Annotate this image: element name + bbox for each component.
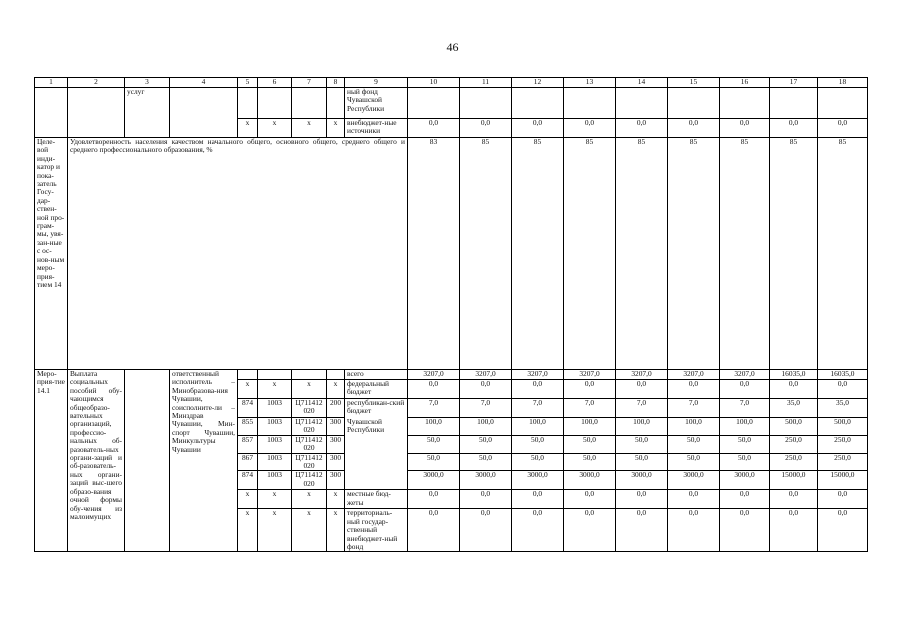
target-article-cell: х bbox=[292, 119, 327, 138]
value-cell: 15000,0 bbox=[818, 471, 868, 490]
value-cell: 250,0 bbox=[770, 453, 818, 471]
value-cell: 0,0 bbox=[512, 119, 564, 138]
value-cell: 50,0 bbox=[720, 435, 770, 453]
target-article-cell: Ц711412 020 bbox=[292, 453, 327, 471]
column-header: 14 bbox=[616, 78, 668, 88]
grbs-cell: х bbox=[238, 509, 258, 552]
value-cell: 0,0 bbox=[408, 380, 460, 399]
value-cell: 7,0 bbox=[616, 399, 668, 418]
value-cell: 0,0 bbox=[512, 380, 564, 399]
funding-source: внебюджет-ные источники bbox=[345, 119, 408, 138]
value-cell: 100,0 bbox=[460, 418, 512, 436]
value-cell: 0,0 bbox=[460, 380, 512, 399]
value-cell: 0,0 bbox=[564, 380, 616, 399]
value-cell: 50,0 bbox=[408, 435, 460, 453]
value-cell: 0,0 bbox=[616, 119, 668, 138]
value-cell: 16035,0 bbox=[770, 370, 818, 380]
column-header: 4 bbox=[170, 78, 238, 88]
column-header: 3 bbox=[125, 78, 170, 88]
value-cell: 0,0 bbox=[770, 509, 818, 552]
grbs-cell: 874 bbox=[238, 399, 258, 418]
funding-source: территориаль-ный государ-ственный внебюджет-ный фонд bbox=[345, 509, 408, 552]
value-cell: 500,0 bbox=[770, 418, 818, 436]
column-number-row bbox=[35, 78, 868, 88]
expense-type-cell: х bbox=[327, 509, 345, 552]
value-cell: 50,0 bbox=[512, 453, 564, 471]
value-cell: 7,0 bbox=[564, 399, 616, 418]
value-cell: 100,0 bbox=[564, 418, 616, 436]
value-cell: 0,0 bbox=[818, 380, 868, 399]
value-cell: 0,0 bbox=[512, 490, 564, 509]
section-cell: х bbox=[258, 509, 292, 552]
value-cell: 0,0 bbox=[720, 490, 770, 509]
responsible-executor: ответственный исполнитель – Минобразова-ния Чувашии, соисполните-ли – Минздрав Чувашии, Мин-спорт Чувашии, Минкультуры Чувашии bbox=[170, 370, 238, 552]
column-header: 8 bbox=[327, 78, 345, 88]
value-cell: 50,0 bbox=[460, 435, 512, 453]
value-cell: 85 bbox=[616, 138, 668, 370]
target-article-cell bbox=[292, 370, 327, 380]
service-cell: услуг bbox=[125, 88, 170, 138]
column-header: 18 bbox=[818, 78, 868, 88]
target-article-cell: х bbox=[292, 380, 327, 399]
measure-label: Меро-прия-тие 14.1 bbox=[35, 370, 68, 552]
column-header: 10 bbox=[408, 78, 460, 88]
value-cell: 7,0 bbox=[460, 399, 512, 418]
grbs-cell: 867 bbox=[238, 453, 258, 471]
value-cell: 0,0 bbox=[720, 380, 770, 399]
grbs-cell: 855 bbox=[238, 418, 258, 436]
value-cell: 0,0 bbox=[770, 380, 818, 399]
section-cell bbox=[258, 370, 292, 380]
grbs-cell: х bbox=[238, 380, 258, 399]
grbs-cell bbox=[238, 370, 258, 380]
target-article-cell: Ц711412 020 bbox=[292, 471, 327, 490]
column-header: 17 bbox=[770, 78, 818, 88]
value-cell: 50,0 bbox=[564, 453, 616, 471]
value-cell: 0,0 bbox=[564, 490, 616, 509]
value-cell: 0,0 bbox=[616, 509, 668, 552]
funding-source bbox=[345, 453, 408, 471]
expense-type-cell: 300 bbox=[327, 435, 345, 453]
value-cell: 0,0 bbox=[668, 490, 720, 509]
indicator-text: Удовлетворенность населения качеством начального общего, основного общего, среднего общего и среднего профессионального образования, % bbox=[68, 138, 408, 370]
section-cell: 1003 bbox=[258, 399, 292, 418]
value-cell: 0,0 bbox=[408, 490, 460, 509]
target-article-cell: Ц711412 020 bbox=[292, 435, 327, 453]
value-cell: 0,0 bbox=[564, 119, 616, 138]
expense-type-cell: 300 bbox=[327, 471, 345, 490]
funding-source bbox=[345, 435, 408, 453]
value-cell: 100,0 bbox=[668, 418, 720, 436]
column-header: 15 bbox=[668, 78, 720, 88]
value-cell: 85 bbox=[770, 138, 818, 370]
value-cell: 16035,0 bbox=[818, 370, 868, 380]
value-cell: 85 bbox=[460, 138, 512, 370]
target-article-cell: х bbox=[292, 490, 327, 509]
value-cell: 50,0 bbox=[460, 453, 512, 471]
value-cell: 50,0 bbox=[408, 453, 460, 471]
value-cell: 15000,0 bbox=[770, 471, 818, 490]
expense-type-cell: х bbox=[327, 490, 345, 509]
value-cell: 83 bbox=[408, 138, 460, 370]
value-cell: 0,0 bbox=[668, 509, 720, 552]
value-cell: 250,0 bbox=[770, 435, 818, 453]
value-cell: 0,0 bbox=[616, 380, 668, 399]
value-cell: 0,0 bbox=[408, 509, 460, 552]
value-cell: 100,0 bbox=[616, 418, 668, 436]
value-cell: 0,0 bbox=[668, 119, 720, 138]
value-cell: 0,0 bbox=[564, 509, 616, 552]
value-cell: 0,0 bbox=[720, 119, 770, 138]
column-header: 11 bbox=[460, 78, 512, 88]
value-cell: 250,0 bbox=[818, 453, 868, 471]
value-cell: 3000,0 bbox=[564, 471, 616, 490]
value-cell: 3000,0 bbox=[408, 471, 460, 490]
funding-source: Чувашской Республики bbox=[345, 418, 408, 436]
value-cell: 3207,0 bbox=[720, 370, 770, 380]
page-number: 46 bbox=[446, 40, 459, 54]
grbs-cell: 857 bbox=[238, 435, 258, 453]
expense-type-cell: х bbox=[327, 119, 345, 138]
value-cell: 50,0 bbox=[616, 435, 668, 453]
value-cell: 3207,0 bbox=[564, 370, 616, 380]
funding-source: всего bbox=[345, 370, 408, 380]
value-cell: 50,0 bbox=[512, 435, 564, 453]
column-header: 13 bbox=[564, 78, 616, 88]
value-cell: 50,0 bbox=[720, 453, 770, 471]
section-cell: 1003 bbox=[258, 418, 292, 436]
value-cell: 250,0 bbox=[818, 435, 868, 453]
target-article-cell: Ц711412 020 bbox=[292, 418, 327, 436]
value-cell: 0,0 bbox=[460, 490, 512, 509]
section-cell: 1003 bbox=[258, 435, 292, 453]
section-cell: х bbox=[258, 380, 292, 399]
measure-empty-cell bbox=[125, 370, 170, 552]
value-cell: 500,0 bbox=[818, 418, 868, 436]
program-table bbox=[34, 77, 868, 552]
value-cell: 50,0 bbox=[564, 435, 616, 453]
value-cell: 0,0 bbox=[770, 119, 818, 138]
value-cell: 50,0 bbox=[668, 453, 720, 471]
value-cell: 0,0 bbox=[616, 490, 668, 509]
value-cell: 3000,0 bbox=[668, 471, 720, 490]
funding-source: ный фонд Чувашской Республики bbox=[345, 88, 408, 119]
target-article-cell: Ц711412 020 bbox=[292, 399, 327, 418]
value-cell: 7,0 bbox=[720, 399, 770, 418]
section-cell: х bbox=[258, 119, 292, 138]
value-cell: 0,0 bbox=[460, 119, 512, 138]
value-cell: 3207,0 bbox=[512, 370, 564, 380]
column-header: 16 bbox=[720, 78, 770, 88]
grbs-cell: 874 bbox=[238, 471, 258, 490]
column-header: 6 bbox=[258, 78, 292, 88]
value-cell: 50,0 bbox=[616, 453, 668, 471]
value-cell: 0,0 bbox=[460, 509, 512, 552]
value-cell: 85 bbox=[512, 138, 564, 370]
column-header: 2 bbox=[68, 78, 125, 88]
funding-source: республикан-ский бюджет bbox=[345, 399, 408, 418]
value-cell: 0,0 bbox=[408, 119, 460, 138]
measure-description: Выплата социальных пособий обу-чающимся общеобразо-вательных организаций, профессио-нальных об-разователь-ных органи-заций и об-разователь-ных органи-заций выс-шего образо-вания очной формы обу-чения из малоимущих bbox=[68, 370, 125, 552]
value-cell: 35,0 bbox=[818, 399, 868, 418]
expense-type-cell: 300 bbox=[327, 418, 345, 436]
value-cell: 85 bbox=[720, 138, 770, 370]
column-header: 9 bbox=[345, 78, 408, 88]
grbs-cell: х bbox=[238, 119, 258, 138]
expense-type-cell bbox=[327, 370, 345, 380]
value-cell: 85 bbox=[668, 138, 720, 370]
value-cell: 0,0 bbox=[512, 509, 564, 552]
value-cell: 3000,0 bbox=[720, 471, 770, 490]
indicator-row bbox=[35, 138, 868, 370]
target-article-cell: х bbox=[292, 509, 327, 552]
column-header: 5 bbox=[238, 78, 258, 88]
section-cell: 1003 bbox=[258, 471, 292, 490]
indicator-label: Целе-вой инди-катор и пока-затель Госу-дар-ствен-ной про-грам-мы, увя-зан-ные с ос-нов-ным меро-прия-тием 14 bbox=[35, 138, 68, 370]
value-cell: 100,0 bbox=[512, 418, 564, 436]
table-row bbox=[35, 88, 868, 119]
value-cell: 3207,0 bbox=[616, 370, 668, 380]
value-cell: 0,0 bbox=[818, 509, 868, 552]
value-cell: 100,0 bbox=[720, 418, 770, 436]
value-cell: 85 bbox=[564, 138, 616, 370]
section-cell: 1003 bbox=[258, 453, 292, 471]
value-cell: 100,0 bbox=[408, 418, 460, 436]
measure-row bbox=[35, 370, 868, 380]
value-cell: 3207,0 bbox=[668, 370, 720, 380]
value-cell: 0,0 bbox=[818, 119, 868, 138]
column-header: 7 bbox=[292, 78, 327, 88]
expense-type-cell: 200 bbox=[327, 399, 345, 418]
value-cell: 7,0 bbox=[668, 399, 720, 418]
column-header: 1 bbox=[35, 78, 68, 88]
section-cell: х bbox=[258, 490, 292, 509]
value-cell: 3000,0 bbox=[460, 471, 512, 490]
value-cell: 7,0 bbox=[408, 399, 460, 418]
value-cell: 85 bbox=[818, 138, 868, 370]
value-cell: 7,0 bbox=[512, 399, 564, 418]
funding-source: федеральный бюджет bbox=[345, 380, 408, 399]
column-header: 12 bbox=[512, 78, 564, 88]
expense-type-cell: 300 bbox=[327, 453, 345, 471]
value-cell: 0,0 bbox=[668, 380, 720, 399]
expense-type-cell: х bbox=[327, 380, 345, 399]
value-cell: 50,0 bbox=[668, 435, 720, 453]
value-cell: 35,0 bbox=[770, 399, 818, 418]
grbs-cell: х bbox=[238, 490, 258, 509]
value-cell: 0,0 bbox=[770, 490, 818, 509]
value-cell: 0,0 bbox=[720, 509, 770, 552]
value-cell: 3000,0 bbox=[616, 471, 668, 490]
value-cell: 3000,0 bbox=[512, 471, 564, 490]
value-cell: 3207,0 bbox=[408, 370, 460, 380]
value-cell: 3207,0 bbox=[460, 370, 512, 380]
funding-source bbox=[345, 471, 408, 490]
value-cell: 0,0 bbox=[818, 490, 868, 509]
funding-source: местные бюд-жеты bbox=[345, 490, 408, 509]
